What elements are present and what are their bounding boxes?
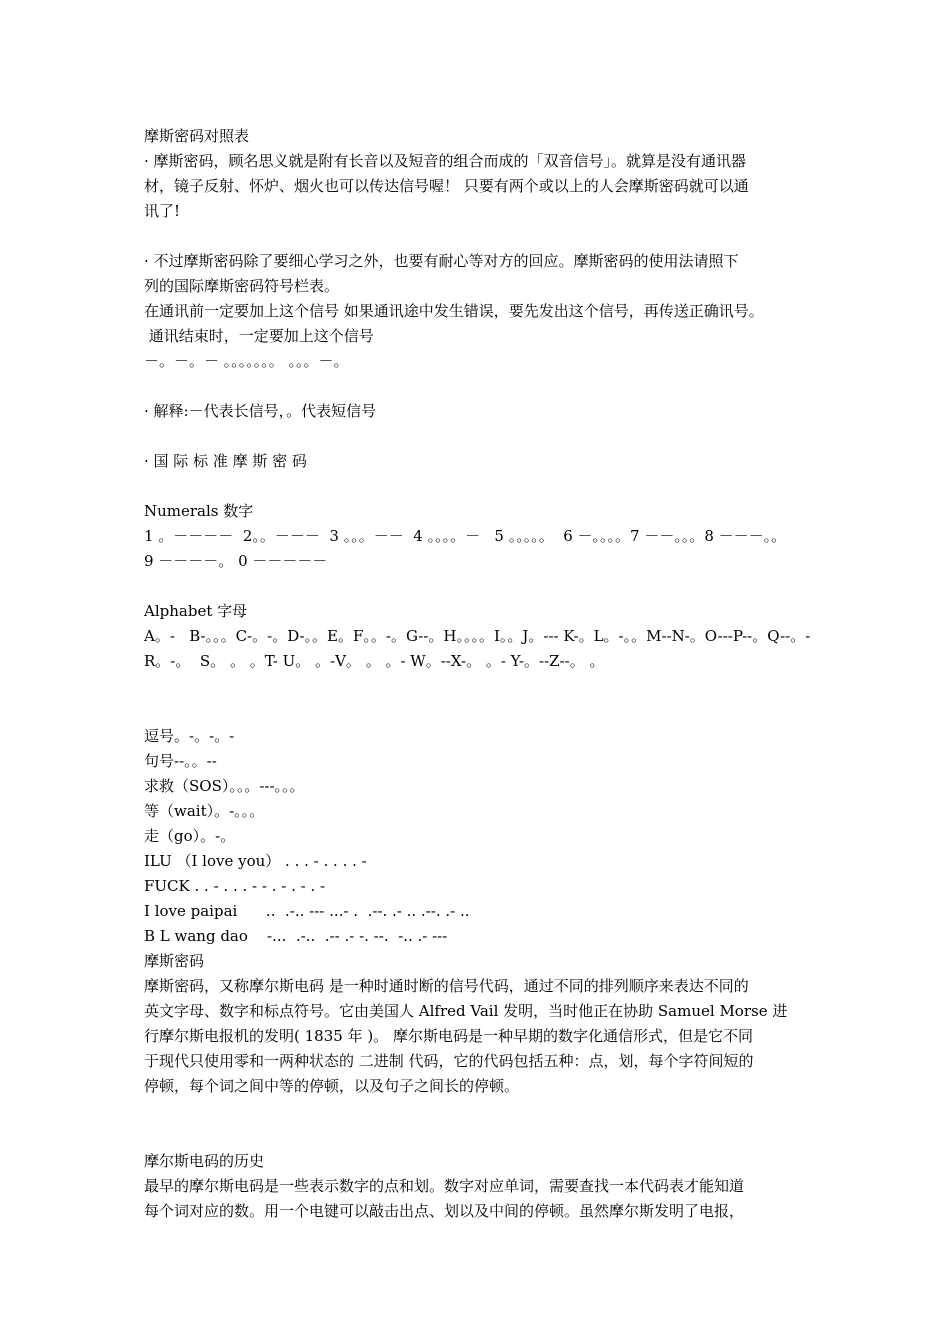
morse-heading: 摩斯密码	[144, 952, 205, 970]
intro-line: · 摩斯密码，顾名思义就是附有长音以及短音的组合而成的「双音信号」。就算是没有通讯器	[144, 152, 747, 170]
alphabet-line: A。- B-。。。C-。-。D-。。E。F。。-。G--。H。。。。I。。J。--- K-。L。-。。M--N-。O---P--。Q--。-	[144, 627, 811, 645]
usage-line: 通讯结束时，一定要加上这个信号	[144, 327, 374, 345]
phrase-line: 走（go）。-。	[144, 827, 236, 845]
numerals-line: 9 －－－－。 0 －－－－－	[144, 552, 328, 570]
phrase-line: I love paipai .. .-.. --- ...- . .--. .- .. .--. .- ..	[144, 902, 470, 920]
spacer	[144, 424, 824, 449]
spacer	[144, 1099, 824, 1149]
morse-paragraph-line: 英文字母、数字和标点符号。它由美国人 Alfred Vail 发明，当时他正在协助 Samuel Morse 进	[144, 1002, 788, 1020]
document-title: 摩斯密码对照表	[144, 127, 250, 145]
document-page	[144, 124, 824, 1224]
phrase-line: 逗号。-。-。-	[144, 727, 235, 745]
standard-heading: · 国 际 标 准 摩 斯 密 码	[144, 452, 307, 470]
usage-line: 列的国际摩斯密码符号栏表。	[144, 277, 340, 295]
phrase-line: ILU （I love you） . . . - . . . . -	[144, 852, 367, 870]
history-heading: 摩尔斯电码的历史	[144, 1152, 265, 1170]
spacer	[144, 674, 824, 724]
spacer	[144, 374, 824, 399]
intro-line: 讯了!	[144, 202, 181, 220]
numerals-line: 1 。－－－－ 2。。－－－ 3 。。。－－ 4 。。。。－ 5 。。。。。 6 －。。。。7 －－。。。8 －－－。。	[144, 527, 787, 545]
history-paragraph-line: 每个词对应的数。用一个电键可以敲击出点、划以及中间的停顿。虽然摩尔斯发明了电报，	[144, 1202, 745, 1220]
morse-paragraph-line: 于现代只使用零和一两种状态的 二进制 代码，它的代码包括五种：点，划，每个字符间短的	[144, 1052, 754, 1070]
usage-line: · 不过摩斯密码除了要细心学习之外，也要有耐心等对方的回应。摩斯密码的使用法请照下	[144, 252, 739, 270]
numerals-heading: Numerals 数字	[144, 502, 254, 520]
phrase-line: B L wang dao -... .-.. .-- .- -. --. -.. .- ---	[144, 927, 448, 945]
spacer	[144, 224, 824, 249]
morse-paragraph-line: 行摩尔斯电报机的发明( 1835 年 )。 摩尔斯电码是一种早期的数字化通信形式，但是它不同	[144, 1027, 753, 1045]
usage-line: 在通讯前一定要加上这个信号 如果通讯途中发生错误，要先发出这个信号，再传送正确讯号。	[144, 302, 764, 320]
alphabet-heading: Alphabet 字母	[144, 602, 248, 620]
alphabet-line: R。-。 S。 。 。T- U。 。-V。 。 。- W。--X-。 。- Y-。--Z--。 。	[144, 652, 605, 670]
phrase-line: 句号--。。--	[144, 752, 217, 770]
phrase-line: 等（wait）。-。。。	[144, 802, 265, 820]
morse-paragraph-line: 摩斯密码，又称摩尔斯电码 是一种时通时断的信号代码，通过不同的排列顺序来表达不同的	[144, 977, 749, 995]
explanation-line: · 解释:－代表长信号，。代表短信号	[144, 402, 377, 420]
spacer	[144, 574, 824, 599]
spacer	[144, 474, 824, 499]
phrase-line: 求救（SOS）。。。---。。。	[144, 777, 305, 795]
morse-paragraph-line: 停顿，每个词之间中等的停顿，以及句子之间长的停顿。	[144, 1077, 520, 1095]
history-paragraph-line: 最早的摩尔斯电码是一些表示数字的点和划。数字对应单词，需要查找一本代码表才能知道	[144, 1177, 745, 1195]
phrase-line: FUCK . . - . . . - - . - . - . -	[144, 877, 326, 895]
intro-line: 材，镜子反射、怀炉、烟火也可以传达信号喔！ 只要有两个或以上的人会摩斯密码就可以通	[144, 177, 749, 195]
signal-example-line: －。－。－ 。。。。。。。 。。。－。	[144, 352, 349, 370]
